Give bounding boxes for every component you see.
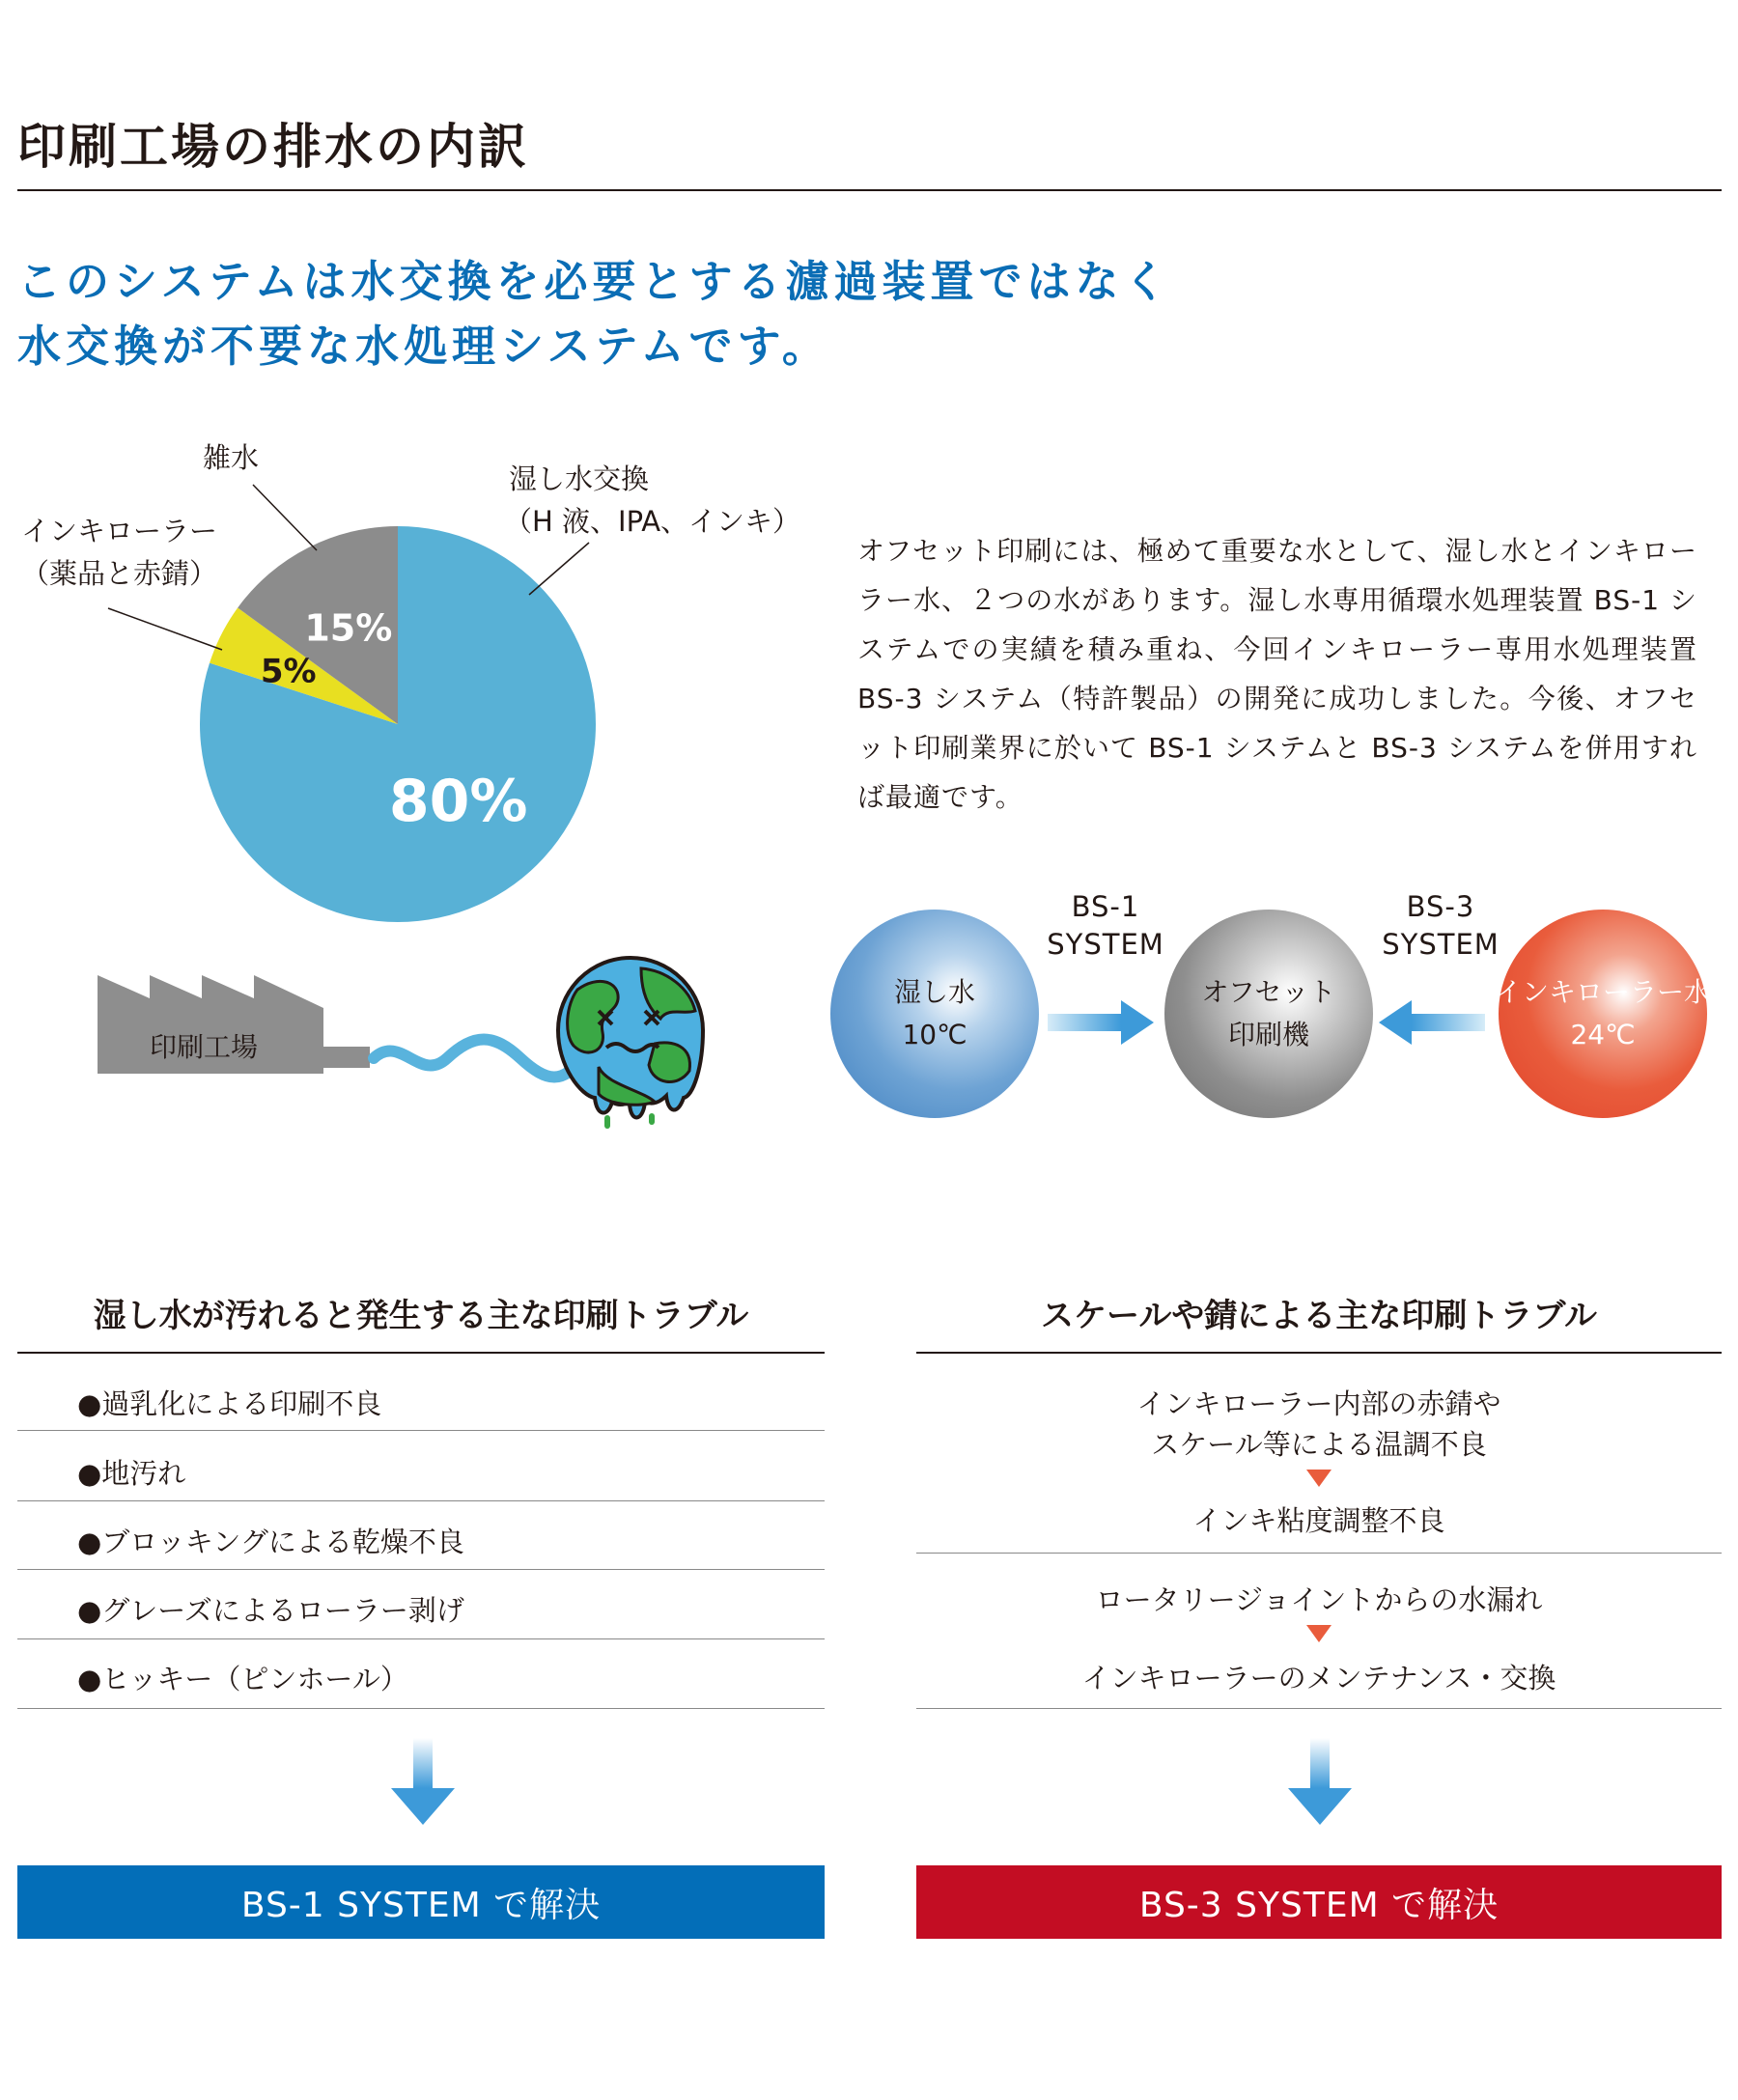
pie-label-ink-roller-sub: （薬品と赤錆） [21,557,218,590]
ink-roller-water-sphere [1495,910,1712,1118]
bs1-label-line2: SYSTEM [1047,928,1164,961]
bs3-label-line2: SYSTEM [1382,928,1500,961]
dampening-water-name: 湿し水 [893,976,975,1008]
right-section-heading: スケールや錆による主な印刷トラブル [1041,1297,1597,1335]
offset-press-sub: 印刷機 [1227,1019,1309,1050]
left-section-rule-top [17,1352,825,1354]
system-description: オフセット印刷には、極めて重要な水として、湿し水とインキローラー水、２つの水があります。湿し水専用循環水処理装置 BS-1 システムでの実績を積み重ね、今回インキローラー専用水処理装置 BS-3 システム（特許製品）の開発に成功しました。今後、オフセット印刷業界に於いて BS-1 システムと BS-3 システムを併用すれば最適です。 [857,535,1697,813]
drain-pipe-icon [323,1047,370,1068]
pie-label-rinse: 湿し水交換 [509,462,650,495]
bs3-label-line1: BS-3 [1406,890,1475,923]
arrow-down-icon [391,1738,455,1825]
ink-roller-water-name: インキローラー水 [1495,976,1712,1008]
page-title: 印刷工場の排水の内訳 [17,119,529,175]
down-triangle-icon [1306,1470,1332,1487]
pie-label-misc: 雑水 [203,441,260,474]
rust-cause-line2: スケール等による温調不良 [1151,1428,1487,1461]
factory-label: 印刷工場 [150,1031,259,1063]
arrow-down-icon [1288,1738,1352,1825]
pie-label-ink-roller: インキローラー [21,515,218,547]
pie-value-rinse-water: 80% [388,768,528,836]
left-item-divider [17,1708,825,1709]
left-trouble-item: ●ブロッキングによる乾燥不良 [77,1526,464,1558]
rust-cause-line1: インキローラー内部の赤錆や [1136,1387,1501,1420]
left-trouble-item: ●グレーズによるローラー剥げ [77,1594,464,1627]
leader-line-misc [253,485,317,550]
leak-effect: インキローラーのメンテナンス・交換 [1081,1662,1556,1694]
left-section-heading: 湿し水が汚れると発生する主な印刷トラブル [93,1297,749,1335]
left-trouble-item: ●地汚れ [77,1457,186,1490]
offset-press-name: オフセット [1201,976,1336,1008]
arrow-left-icon [1379,1000,1485,1045]
leak-cause: ロータリージョイントからの水漏れ [1095,1583,1543,1616]
rust-effect: インキ粘度調整不良 [1192,1504,1445,1537]
polluted-earth-icon [548,951,713,1144]
right-section-rule-bottom [916,1708,1722,1709]
left-item-divider [17,1500,825,1501]
left-item-divider [17,1569,825,1570]
leader-line-rinse [529,543,589,595]
lead-line-1: このシステムは水交換を必要とする濾過装置ではなく [17,256,1172,307]
right-section-rule-top [916,1352,1722,1354]
bs3-system-label [1344,888,1537,964]
bs1-label-line1: BS-1 [1071,890,1140,923]
arrow-right-icon [1048,1000,1154,1045]
ink-roller-water-temp: 24℃ [1570,1019,1636,1050]
title-divider [17,189,1722,191]
down-triangle-icon [1306,1625,1332,1642]
pie-value-misc-water: 15% [304,606,393,650]
bs1-solution-banner: BS-1 SYSTEM で解決 [17,1865,825,1939]
left-trouble-item: ●ヒッキー（ピンホール） [77,1663,408,1695]
dampening-water-sphere [830,910,1039,1118]
pie-value-ink-roller: 5% [260,652,317,691]
dampening-water-temp: 10℃ [902,1019,967,1050]
offset-press-sphere [1164,910,1373,1118]
bs3-solution-banner: BS-3 SYSTEM で解決 [916,1865,1722,1939]
right-group-divider [916,1553,1722,1554]
left-item-divider [17,1430,825,1431]
bs1-system-label [1009,888,1202,964]
lead-line-2: 水交換が不要な水処理システムです。 [17,321,830,372]
left-trouble-item: ●過乳化による印刷不良 [77,1387,382,1420]
left-item-divider [17,1638,825,1639]
leader-line-ink-roller [108,608,222,650]
pie-label-rinse-sub: （H 液、IPA、インキ） [504,505,801,538]
